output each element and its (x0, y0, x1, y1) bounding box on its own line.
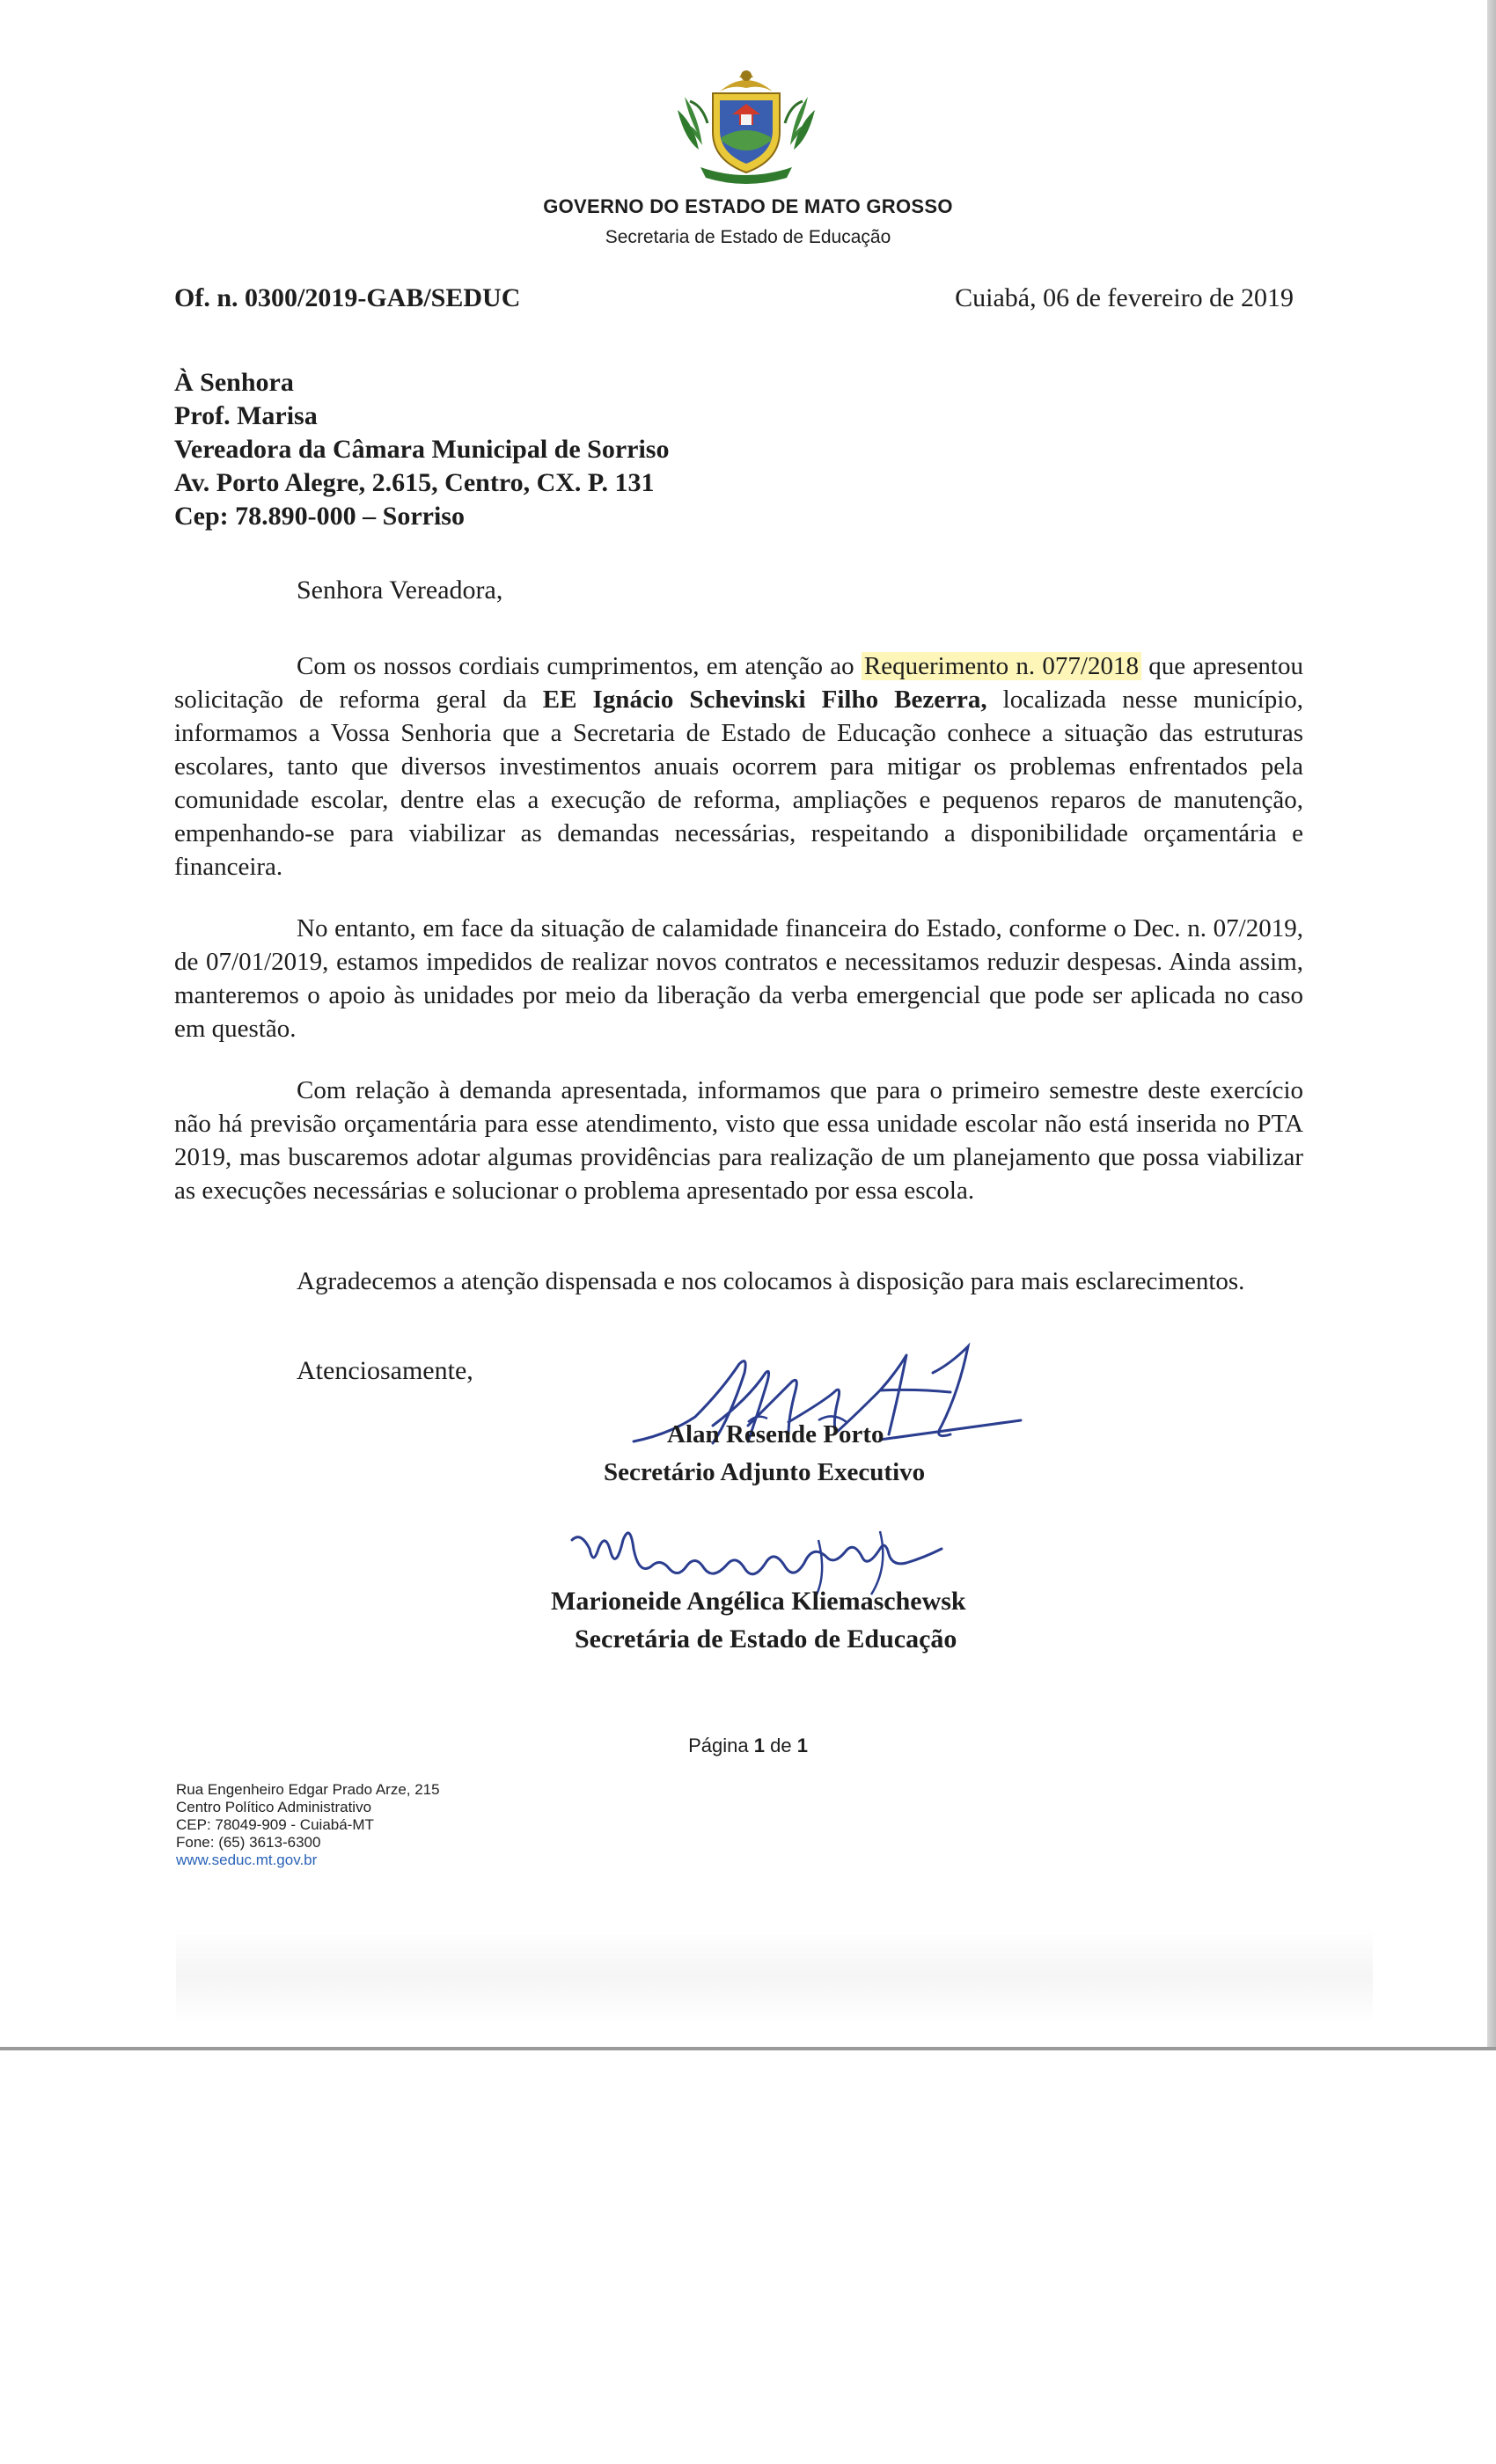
secretariat-name: Secretaria de Estado de Educação (605, 227, 891, 247)
page-label: Página (688, 1734, 749, 1756)
footer-website-link[interactable]: www.seduc.mt.gov.br (176, 1852, 318, 1868)
recipient-line: Vereadora da Câmara Municipal de Sorriso (174, 435, 670, 464)
letter-date: Cuiabá, 06 de fevereiro de 2019 (955, 283, 1294, 312)
recipient-line: Prof. Marisa (174, 401, 318, 430)
recipient-block (174, 366, 670, 533)
letter-reference: Of. n. 0300/2019-GAB/SEDUC (174, 283, 521, 312)
footer-line: Fone: (65) 3613-6300 (176, 1834, 321, 1851)
salutation: Senhora Vereadora, (297, 576, 503, 605)
footer-line: CEP: 78049-909 - Cuiabá-MT (176, 1816, 374, 1833)
paragraph-4: Agradecemos a atenção dispensada e nos colocamos à disposição para mais esclarecimentos. (297, 1267, 1245, 1295)
signatory-1-role: Secretário Adjunto Executivo (604, 1458, 926, 1486)
recipient-line: À Senhora (174, 368, 294, 397)
highlighted-request-number: Requerimento n. 077/2018 (862, 652, 1141, 680)
government-name: GOVERNO DO ESTADO DE MATO GROSSO (543, 195, 953, 217)
recipient-line: Cep: 78.890-000 – Sorriso (174, 502, 465, 531)
coat-of-arms-icon (658, 62, 834, 185)
footer-line: Centro Político Administrativo (176, 1799, 372, 1815)
paragraph-1-text-c: localizada nesse município, informamos a Vossa Senhoria que a Secretaria de Estado de Educação conhece a situação das estruturas escolares, tanto que diversos investimentos anuais ocorrem para mitigar os problemas enfrentados pela comunidade escolar, dentre elas a execução de reforma, ampliações e pequenos reparos de manutenção, empenhando-se para viabilizar as demandas necessárias, respeitando a disponibilidade orçamentária e financeira. (174, 686, 1303, 881)
paragraph-3: Com relação à demanda apresentada, informamos que para o primeiro semestre deste exercício não há previsão orçamentária para esse atendimento, visto que essa unidade escolar não está inserida no PTA 2019, mas buscaremos adotar algumas providências para realização de um planejamento que possa viabilizar as execuções necessárias e solucionar o problema apresentado por essa escola. (174, 1076, 1303, 1205)
signatory-1-name: Alan Resende Porto (667, 1420, 884, 1448)
page-of: de (770, 1734, 792, 1756)
scan-smudge (176, 1927, 1373, 2024)
scan-edge-bottom (0, 2047, 1496, 2050)
recipient-line: Av. Porto Alegre, 2.615, Centro, CX. P. 131 (174, 468, 655, 497)
paragraph-1-text-a: Com os nossos cordiais cumprimentos, em atenção ao (297, 652, 862, 680)
footer-line: Rua Engenheiro Edgar Prado Arze, 215 (176, 1781, 440, 1798)
paragraph-1-text-b: que apresentou solicitação de reforma geral da (174, 652, 1303, 714)
signatory-2-name: Marioneide Angélica Kliemaschewsk (551, 1587, 966, 1616)
page-number (0, 1734, 1496, 1757)
paragraph-2: No entanto, em face da situação de calamidade financeira do Estado, conforme o Dec. n. 07/2019, de 07/01/2019, estamos impedidos de realizar novos contratos e necessitamos reduzir despesas. Ainda assim, manteremos o apoio às unidades por meio da liberação da verba emergencial que pode ser aplicada no caso em questão. (174, 914, 1303, 1043)
school-name: EE Ignácio Schevinski Filho Bezerra, (542, 686, 987, 714)
signatory-2-role: Secretária de Estado de Educação (575, 1624, 957, 1654)
closing: Atenciosamente, (297, 1356, 473, 1385)
page-current: 1 (753, 1734, 765, 1756)
signature-1-icon (616, 1338, 1038, 1470)
page-total: 1 (796, 1734, 808, 1756)
footer-address (176, 1781, 440, 1869)
paragraph-1 (174, 649, 1303, 884)
